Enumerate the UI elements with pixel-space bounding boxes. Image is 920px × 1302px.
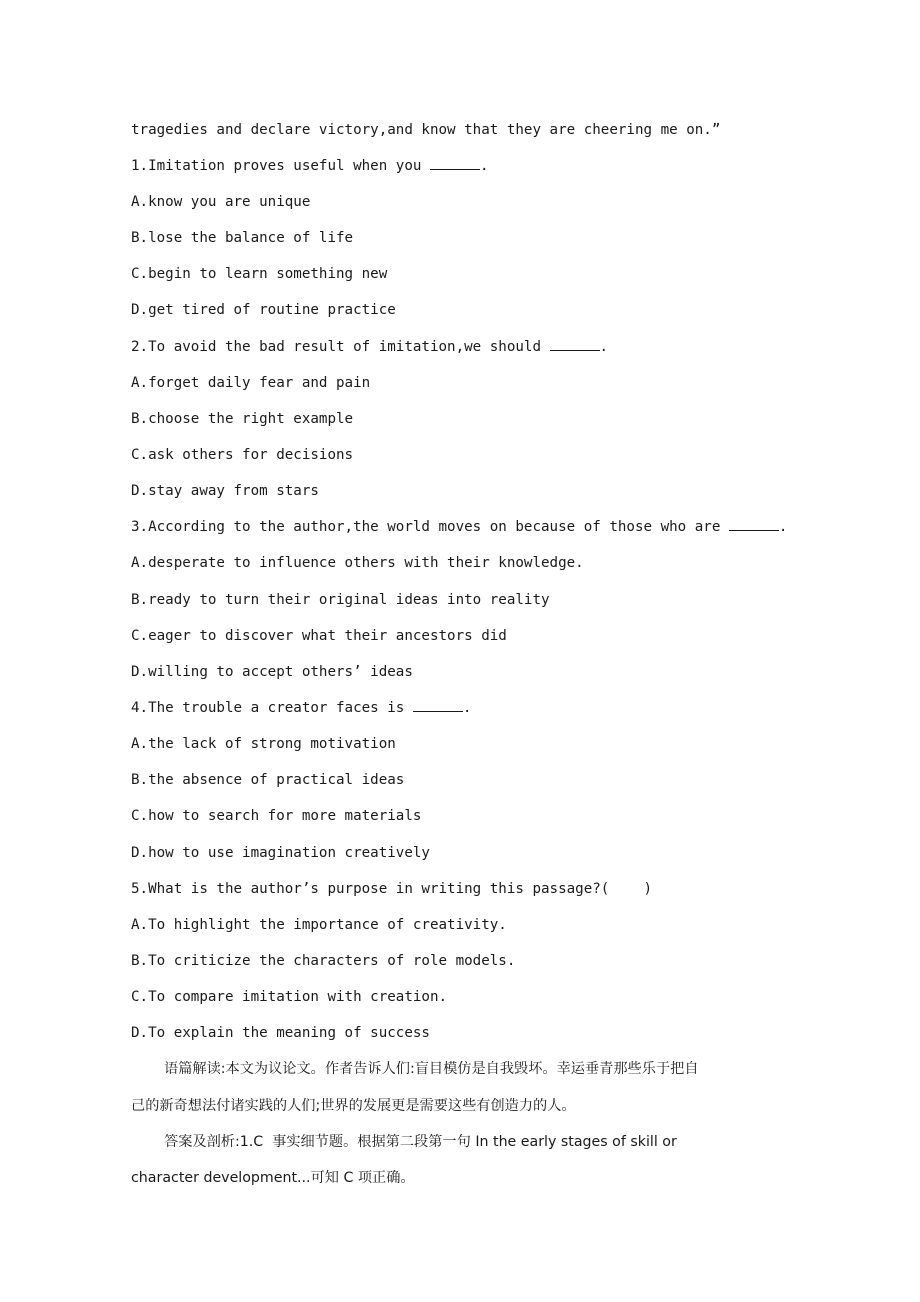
question-stem-text: 2.To avoid the bad result of imitation,we should [131,339,550,355]
question-5-option-c: C.To compare imitation with creation. [131,989,448,1005]
question-5-stem: 5.What is the author’s purpose in writing this passage?( ) [131,881,653,897]
question-stem-text: 1.Imitation proves useful when you [131,158,430,174]
question-stem-text: 4.The trouble a creator faces is [131,700,413,716]
question-1-option-a: A.know you are unique [131,194,311,210]
question-3-option-c: C.eager to discover what their ancestors did [131,628,507,644]
answer-blank [550,337,600,351]
question-stem-end: . [479,158,489,174]
question-5-option-a: A.To highlight the importance of creativity. [131,917,507,933]
question-stem-end: . [599,339,609,355]
question-2-option-c: C.ask others for decisions [131,447,354,463]
question-3-stem [131,517,787,537]
question-4-option-a: A.the lack of strong motivation [131,736,396,752]
question-1-option-c: C.begin to learn something new [131,266,388,282]
question-4-stem [131,698,471,718]
answer-analysis-line-1: 答案及剖析:1.C 事实细节题。根据第二段第一句 In the early stages of skill or [164,1134,677,1150]
question-4-option-b: B.the absence of practical ideas [131,772,405,788]
question-3-option-b: B.ready to turn their original ideas into reality [131,592,550,608]
question-2-option-a: A.forget daily fear and pain [131,375,371,391]
question-1-option-d: D.get tired of routine practice [131,302,396,318]
question-stem-end: . [778,519,788,535]
interpretation-line-1: 语篇解读:本文为议论文。作者告诉人们:盲目模仿是自我毁坏。幸运垂青那些乐于把自 [164,1061,699,1077]
answer-blank [413,698,463,712]
question-3-option-d: D.willing to accept others’ ideas [131,664,413,680]
question-2-option-d: D.stay away from stars [131,483,319,499]
answer-blank [729,517,779,531]
question-3-option-a: A.desperate to influence others with their knowledge. [131,555,584,571]
question-2-option-b: B.choose the right example [131,411,354,427]
answer-blank [430,156,480,170]
question-stem-text: 3.According to the author,the world moves on because of those who are [131,519,729,535]
question-4-option-d: D.how to use imagination creatively [131,845,430,861]
interpretation-line-2: 己的新奇想法付诸实践的人们;世界的发展更是需要这些有创造力的人。 [131,1098,576,1114]
question-1-stem [131,156,489,176]
question-5-option-d: D.To explain the meaning of success [131,1025,430,1041]
question-1-option-b: B.lose the balance of life [131,230,354,246]
answer-analysis-line-2: character development...可知 C 项正确。 [131,1170,415,1186]
question-2-stem [131,337,608,357]
question-stem-end: . [462,700,472,716]
passage-closing-line: tragedies and declare victory,and know that they are cheering me on.” [131,122,721,138]
question-5-option-b: B.To criticize the characters of role models. [131,953,516,969]
question-4-option-c: C.how to search for more materials [131,808,422,824]
